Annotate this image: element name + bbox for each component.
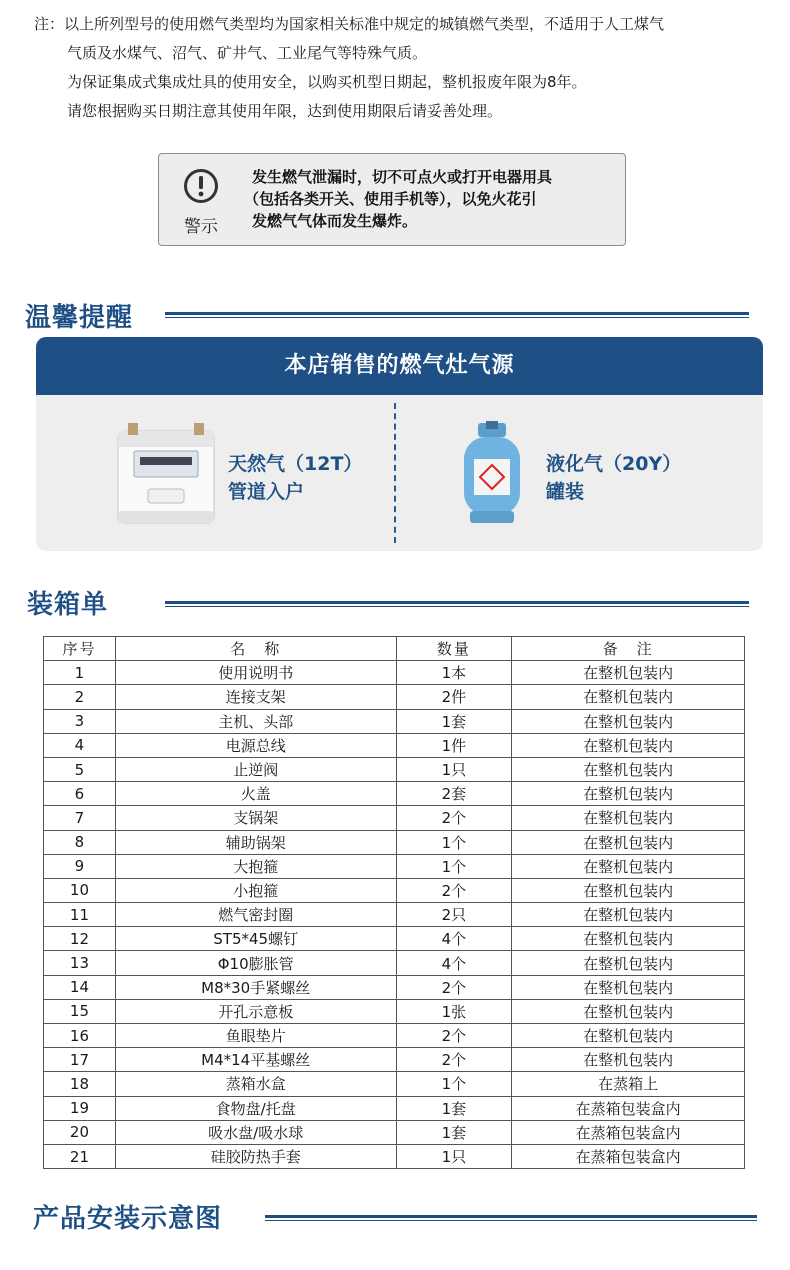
- exclamation-circle-icon: [183, 168, 219, 204]
- item-name: 小抱箍: [115, 878, 396, 902]
- item-name: 电源总线: [115, 733, 396, 757]
- item-name: 主机、头部: [115, 709, 396, 733]
- section-title-install: 产品安装示意图: [33, 1204, 223, 1234]
- warning-line: （包括各类开关、使用手机等），以免火花引: [244, 190, 537, 208]
- row-index: 13: [44, 951, 116, 975]
- item-quantity: 2个: [396, 975, 512, 999]
- col-header: 备 注: [512, 637, 745, 661]
- row-index: 14: [44, 975, 116, 999]
- note-line: 注：以上所列型号的使用燃气类型均为国家相关标准中规定的城镇燃气类型，不适用于人工煤气: [34, 15, 665, 33]
- item-name: 止逆阀: [115, 757, 396, 781]
- col-header: 序号: [44, 637, 116, 661]
- table-row: [44, 1072, 745, 1096]
- item-remark: 在整机包装内: [512, 709, 745, 733]
- gas-meter-icon: [114, 417, 222, 525]
- table-row: [44, 661, 745, 685]
- item-remark: 在整机包装内: [512, 854, 745, 878]
- lpg-text: [546, 450, 681, 506]
- warning-line: 发燃气气体而发生爆炸。: [252, 212, 418, 230]
- item-quantity: 2套: [396, 782, 512, 806]
- table-row: [44, 951, 745, 975]
- item-quantity: 1件: [396, 733, 512, 757]
- table-row: [44, 854, 745, 878]
- table-row: [44, 1144, 745, 1168]
- title-rule: [265, 1215, 757, 1223]
- natural-gas-type: 天然气（12T）: [228, 453, 363, 475]
- gas-cylinder-icon: [460, 421, 524, 525]
- item-remark: 在整机包装内: [512, 878, 745, 902]
- item-name: 支锅架: [115, 806, 396, 830]
- warning-text: [244, 166, 553, 232]
- item-name: 大抱箍: [115, 854, 396, 878]
- row-index: 5: [44, 757, 116, 781]
- table-row: [44, 733, 745, 757]
- table-body: [44, 661, 745, 1169]
- table-row: [44, 975, 745, 999]
- item-name: ST5*45螺钉: [115, 927, 396, 951]
- row-index: 1: [44, 661, 116, 685]
- row-index: 8: [44, 830, 116, 854]
- item-quantity: 1套: [396, 1096, 512, 1120]
- item-quantity: 1张: [396, 999, 512, 1023]
- item-name: 蒸箱水盒: [115, 1072, 396, 1096]
- title-rule: [165, 601, 749, 609]
- note-line: 请您根据购买日期注意其使用年限，达到使用期限后请妥善处理。: [67, 102, 503, 120]
- item-name: Φ10膨胀管: [115, 951, 396, 975]
- gas-source-card: [36, 337, 763, 551]
- item-remark: 在整机包装内: [512, 782, 745, 806]
- item-quantity: 1只: [396, 757, 512, 781]
- item-quantity: 1套: [396, 709, 512, 733]
- item-quantity: 4个: [396, 927, 512, 951]
- item-name: 连接支架: [115, 685, 396, 709]
- item-name: M8*30手紧螺丝: [115, 975, 396, 999]
- row-index: 11: [44, 903, 116, 927]
- row-index: 15: [44, 999, 116, 1023]
- item-remark: 在蒸箱包装盒内: [512, 1144, 745, 1168]
- table-row: [44, 782, 745, 806]
- item-remark: 在蒸箱包装盒内: [512, 1096, 745, 1120]
- table-row: [44, 878, 745, 902]
- item-quantity: 2个: [396, 1024, 512, 1048]
- warning-line: 发生燃气泄漏时，切不可点火或打开电器用具: [252, 168, 553, 186]
- table-row: [44, 999, 745, 1023]
- item-remark: 在整机包装内: [512, 903, 745, 927]
- row-index: 16: [44, 1024, 116, 1048]
- item-quantity: 4个: [396, 951, 512, 975]
- col-header: 名 称: [115, 637, 396, 661]
- row-index: 18: [44, 1072, 116, 1096]
- table-row: [44, 903, 745, 927]
- item-name: 使用说明书: [115, 661, 396, 685]
- warning-label: 警示: [184, 217, 218, 237]
- row-index: 6: [44, 782, 116, 806]
- item-remark: 在整机包装内: [512, 951, 745, 975]
- table-row: [44, 1120, 745, 1144]
- item-quantity: 2只: [396, 903, 512, 927]
- natural-gas-supply: 管道入户: [228, 481, 305, 503]
- warning-box: [158, 153, 626, 246]
- table-row: [44, 806, 745, 830]
- item-quantity: 2个: [396, 878, 512, 902]
- item-quantity: 1本: [396, 661, 512, 685]
- table-header-row: [44, 637, 745, 661]
- item-remark: 在整机包装内: [512, 830, 745, 854]
- lpg-type: 液化气（20Y）: [546, 453, 682, 475]
- table-row: [44, 1024, 745, 1048]
- item-name: 燃气密封圈: [115, 903, 396, 927]
- packing-table: [43, 636, 745, 1169]
- row-index: 10: [44, 878, 116, 902]
- item-name: 硅胶防热手套: [115, 1144, 396, 1168]
- item-quantity: 1套: [396, 1120, 512, 1144]
- row-index: 9: [44, 854, 116, 878]
- item-name: 开孔示意板: [115, 999, 396, 1023]
- section-title-packing: 装箱单: [27, 590, 109, 620]
- row-index: 21: [44, 1144, 116, 1168]
- notes-block: [34, 10, 774, 126]
- item-remark: 在蒸箱包装盒内: [512, 1120, 745, 1144]
- row-index: 17: [44, 1048, 116, 1072]
- row-index: 2: [44, 685, 116, 709]
- item-quantity: 2个: [396, 806, 512, 830]
- natural-gas-text: [228, 450, 362, 506]
- item-name: M4*14平基螺丝: [115, 1048, 396, 1072]
- item-name: 食物盘/托盘: [115, 1096, 396, 1120]
- item-remark: 在整机包装内: [512, 999, 745, 1023]
- item-quantity: 2个: [396, 1048, 512, 1072]
- table-row: [44, 1048, 745, 1072]
- table-row: [44, 757, 745, 781]
- item-name: 辅助锅架: [115, 830, 396, 854]
- item-remark: 在整机包装内: [512, 927, 745, 951]
- row-index: 4: [44, 733, 116, 757]
- item-name: 吸水盘/吸水球: [115, 1120, 396, 1144]
- lpg-supply: 罐装: [546, 481, 585, 503]
- col-header: 数量: [396, 637, 512, 661]
- item-name: 鱼眼垫片: [115, 1024, 396, 1048]
- item-remark: 在整机包装内: [512, 733, 745, 757]
- item-remark: 在整机包装内: [512, 975, 745, 999]
- item-remark: 在整机包装内: [512, 685, 745, 709]
- table-row: [44, 830, 745, 854]
- row-index: 12: [44, 927, 116, 951]
- gas-card-title: 本店销售的燃气灶气源: [36, 337, 763, 395]
- gas-divider: [394, 403, 396, 543]
- row-index: 7: [44, 806, 116, 830]
- table-row: [44, 927, 745, 951]
- item-remark: 在整机包装内: [512, 1048, 745, 1072]
- table-row: [44, 685, 745, 709]
- item-quantity: 1个: [396, 1072, 512, 1096]
- item-name: 火盖: [115, 782, 396, 806]
- item-quantity: 1个: [396, 854, 512, 878]
- row-index: 19: [44, 1096, 116, 1120]
- note-line: 为保证集成式集成灶具的使用安全，以购买机型日期起，整机报废年限为8年。: [67, 73, 587, 91]
- item-remark: 在蒸箱上: [512, 1072, 745, 1096]
- item-remark: 在整机包装内: [512, 757, 745, 781]
- section-title-reminder: 温馨提醒: [25, 303, 134, 333]
- table-row: [44, 709, 745, 733]
- warning-icon-group: [179, 168, 223, 237]
- item-remark: 在整机包装内: [512, 1024, 745, 1048]
- note-line: 气质及水煤气、沼气、矿井气、工业尾气等特殊气质。: [67, 44, 428, 62]
- row-index: 20: [44, 1120, 116, 1144]
- item-remark: 在整机包装内: [512, 806, 745, 830]
- item-quantity: 2件: [396, 685, 512, 709]
- item-remark: 在整机包装内: [512, 661, 745, 685]
- item-quantity: 1个: [396, 830, 512, 854]
- row-index: 3: [44, 709, 116, 733]
- table-row: [44, 1096, 745, 1120]
- title-rule: [165, 312, 749, 320]
- item-quantity: 1只: [396, 1144, 512, 1168]
